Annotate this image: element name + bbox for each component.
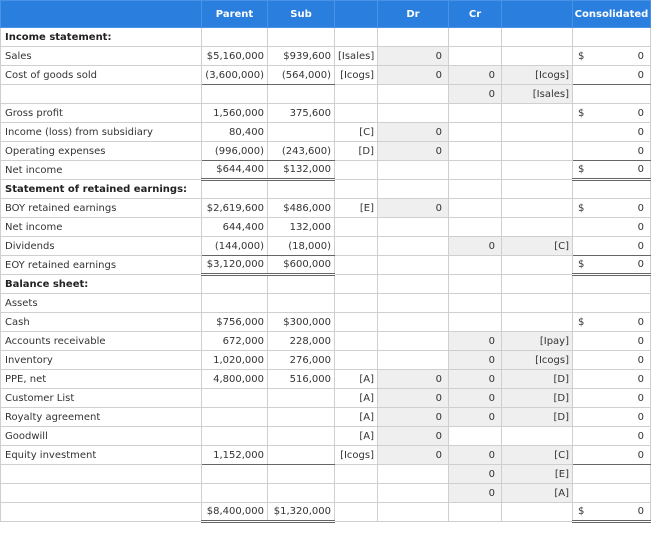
- consolidated-value[interactable]: [573, 351, 651, 370]
- cr-entry-tag: [D]: [502, 370, 573, 389]
- cr-input: [449, 142, 502, 161]
- sub-value: 516,000: [268, 370, 335, 389]
- sub-value: $939,600: [268, 47, 335, 66]
- consolidated-amount: 0: [637, 164, 644, 175]
- cr-input: [449, 123, 502, 142]
- entry-tag: [E]: [335, 199, 378, 218]
- empty-cell: [449, 275, 502, 294]
- dr-input: [378, 332, 449, 351]
- empty-cell: [268, 275, 335, 294]
- consolidated-value: [573, 484, 651, 503]
- cr-entry-tag: [502, 256, 573, 275]
- row-label: [1, 85, 202, 104]
- entry-tag: [A]: [335, 370, 378, 389]
- consolidated-value: [573, 294, 651, 313]
- row-label: Gross profit: [1, 104, 202, 123]
- entry-tag: [335, 294, 378, 313]
- dr-input: [378, 218, 449, 237]
- sub-value: [268, 408, 335, 427]
- parent-value: 644,400: [202, 218, 268, 237]
- sub-value: $486,000: [268, 199, 335, 218]
- empty-cell: [202, 28, 268, 47]
- sub-value: [268, 389, 335, 408]
- table-row: [1, 313, 651, 332]
- table-row: [1, 218, 651, 237]
- consolidated-value[interactable]: [573, 66, 651, 85]
- cr-entry-tag: [502, 199, 573, 218]
- entry-tag: [335, 218, 378, 237]
- entry-tag: [335, 465, 378, 484]
- header-cr: Cr: [449, 1, 502, 28]
- row-label: Goodwill: [1, 427, 202, 446]
- dr-input: [378, 237, 449, 256]
- consolidated-value[interactable]: [573, 104, 651, 123]
- sub-value: [268, 85, 335, 104]
- consolidated-amount: 0: [637, 126, 644, 138]
- consolidated-value[interactable]: [573, 332, 651, 351]
- consolidated-value[interactable]: [573, 47, 651, 66]
- cr-input: [449, 427, 502, 446]
- entry-tag: [D]: [335, 142, 378, 161]
- header-parent: Parent: [202, 1, 268, 28]
- header-row: [1, 1, 651, 28]
- cr-input: [449, 503, 502, 522]
- empty-cell: [449, 28, 502, 47]
- consolidated-value: [573, 465, 651, 484]
- row-label: [1, 465, 202, 484]
- cr-entry-tag: [502, 142, 573, 161]
- consolidated-amount: 0: [637, 145, 644, 157]
- parent-value: 672,000: [202, 332, 268, 351]
- sub-value: [268, 465, 335, 484]
- row-label: Assets: [1, 294, 202, 313]
- parent-value: [202, 427, 268, 446]
- dollar-sign: $: [578, 506, 585, 517]
- entry-tag: [C]: [335, 123, 378, 142]
- cr-entry-tag: [502, 47, 573, 66]
- row-label: Net income: [1, 161, 202, 180]
- sub-value: $600,000: [268, 256, 335, 275]
- sub-value: 375,600: [268, 104, 335, 123]
- dr-input: [378, 465, 449, 484]
- row-label: Customer List: [1, 389, 202, 408]
- dr-input[interactable]: 0: [378, 408, 449, 427]
- parent-value: $2,619,600: [202, 199, 268, 218]
- cr-entry-tag: [Icogs]: [502, 351, 573, 370]
- entry-tag: [335, 161, 378, 180]
- sub-value: 276,000: [268, 351, 335, 370]
- sub-value: $1,320,000: [268, 503, 335, 522]
- dr-input[interactable]: 0: [378, 199, 449, 218]
- consolidated-amount: 0: [637, 373, 644, 385]
- dr-input: [378, 313, 449, 332]
- consolidated-amount: 0: [637, 392, 644, 404]
- table-row: [1, 465, 651, 484]
- row-label: Cash: [1, 313, 202, 332]
- dr-input: [378, 104, 449, 123]
- consolidated-value[interactable]: [573, 237, 651, 256]
- sub-value: [268, 123, 335, 142]
- parent-value: 1,560,000: [202, 104, 268, 123]
- dr-input: [378, 351, 449, 370]
- table-row: [1, 199, 651, 218]
- header-dr: Dr: [378, 1, 449, 28]
- cr-input: [449, 104, 502, 123]
- consolidated-value[interactable]: [573, 256, 651, 275]
- consolidated-value[interactable]: [573, 389, 651, 408]
- cr-input: [449, 313, 502, 332]
- table-row: [1, 332, 651, 351]
- row-label: PPE, net: [1, 370, 202, 389]
- dr-input[interactable]: 0: [378, 370, 449, 389]
- cr-input[interactable]: 0: [449, 408, 502, 427]
- cr-entry-tag: [Isales]: [502, 85, 573, 104]
- consolidated-value: [573, 85, 651, 104]
- cr-entry-tag: [502, 294, 573, 313]
- dollar-sign: $: [578, 202, 585, 214]
- entry-tag: [Isales]: [335, 47, 378, 66]
- row-label: Accounts receivable: [1, 332, 202, 351]
- section-heading: Statement of retained earnings:: [1, 180, 202, 199]
- sub-value: $300,000: [268, 313, 335, 332]
- table-row: [1, 104, 651, 123]
- entry-tag: [A]: [335, 389, 378, 408]
- table-row: [1, 256, 651, 275]
- empty-cell: [268, 180, 335, 199]
- cr-input[interactable]: 0: [449, 465, 502, 484]
- table-row: [1, 351, 651, 370]
- parent-value: $756,000: [202, 313, 268, 332]
- table-row: [1, 161, 651, 180]
- consolidated-value[interactable]: [573, 313, 651, 332]
- row-label: Operating expenses: [1, 142, 202, 161]
- dollar-sign: $: [578, 316, 585, 328]
- entry-tag: [335, 256, 378, 275]
- cr-input: [449, 47, 502, 66]
- consolidated-amount: 0: [637, 202, 644, 214]
- empty-cell: [449, 180, 502, 199]
- cr-input: [449, 256, 502, 275]
- dr-input[interactable]: 0: [378, 123, 449, 142]
- parent-value: $8,400,000: [202, 503, 268, 522]
- cr-input[interactable]: 0: [449, 389, 502, 408]
- consolidated-value[interactable]: [573, 142, 651, 161]
- cr-entry-tag: [D]: [502, 389, 573, 408]
- table-row: [1, 47, 651, 66]
- cr-entry-tag: [502, 427, 573, 446]
- consolidated-amount: 0: [637, 411, 644, 423]
- row-label: BOY retained earnings: [1, 199, 202, 218]
- entry-tag: [335, 503, 378, 522]
- row-label: [1, 503, 202, 522]
- cr-input[interactable]: 0: [449, 332, 502, 351]
- cr-entry-tag: [502, 104, 573, 123]
- empty-cell: [378, 275, 449, 294]
- cr-entry-tag: [Icogs]: [502, 66, 573, 85]
- cr-entry-tag: [502, 503, 573, 522]
- parent-value: (996,000): [202, 142, 268, 161]
- header-crtag: [502, 1, 573, 28]
- parent-value: (144,000): [202, 237, 268, 256]
- parent-value: [202, 389, 268, 408]
- parent-value: 1,152,000: [202, 446, 268, 465]
- consolidated-amount: 0: [637, 430, 644, 442]
- sub-value: (243,600): [268, 142, 335, 161]
- empty-cell: [268, 28, 335, 47]
- sub-value: (18,000): [268, 237, 335, 256]
- table-row: [1, 85, 651, 104]
- sub-value: 132,000: [268, 218, 335, 237]
- dr-input[interactable]: 0: [378, 47, 449, 66]
- row-label: Net income: [1, 218, 202, 237]
- table-row: [1, 389, 651, 408]
- dr-input: [378, 85, 449, 104]
- dr-input: [378, 161, 449, 180]
- parent-value: [202, 484, 268, 503]
- consolidated-amount: 0: [637, 240, 644, 252]
- row-label: Royalty agreement: [1, 408, 202, 427]
- dollar-sign: $: [578, 107, 585, 119]
- empty-cell: [502, 28, 573, 47]
- row-label: EOY retained earnings: [1, 256, 202, 275]
- dr-input[interactable]: 0: [378, 142, 449, 161]
- cr-entry-tag: [A]: [502, 484, 573, 503]
- dollar-sign: $: [578, 164, 585, 175]
- dollar-sign: $: [578, 259, 585, 270]
- header-sub: Sub: [268, 1, 335, 28]
- entry-tag: [335, 332, 378, 351]
- entry-tag: [Icogs]: [335, 66, 378, 85]
- cr-entry-tag: [502, 218, 573, 237]
- table-row: [1, 503, 651, 522]
- cr-input: [449, 294, 502, 313]
- empty-cell: [573, 28, 651, 47]
- cr-entry-tag: [D]: [502, 408, 573, 427]
- table-row: [1, 180, 651, 199]
- cr-input: [449, 161, 502, 180]
- section-heading: Income statement:: [1, 28, 202, 47]
- entry-tag: [335, 351, 378, 370]
- table-row: [1, 237, 651, 256]
- dr-input[interactable]: 0: [378, 66, 449, 85]
- consolidated-value[interactable]: [573, 427, 651, 446]
- section-heading: Balance sheet:: [1, 275, 202, 294]
- row-label: [1, 484, 202, 503]
- parent-value: 1,020,000: [202, 351, 268, 370]
- consolidated-amount: 0: [637, 107, 644, 119]
- cr-input[interactable]: 0: [449, 484, 502, 503]
- parent-value: [202, 465, 268, 484]
- cr-entry-tag: [C]: [502, 237, 573, 256]
- parent-value: 4,800,000: [202, 370, 268, 389]
- sub-value: [268, 446, 335, 465]
- table-row: [1, 370, 651, 389]
- row-label: Dividends: [1, 237, 202, 256]
- header-consolidated: Consolidated: [573, 1, 651, 28]
- consolidated-amount: 0: [637, 69, 644, 81]
- cr-input[interactable]: 0: [449, 370, 502, 389]
- entry-tag: [Icogs]: [335, 446, 378, 465]
- sub-value: (564,000): [268, 66, 335, 85]
- cr-input[interactable]: 0: [449, 351, 502, 370]
- cr-entry-tag: [Ipay]: [502, 332, 573, 351]
- cr-entry-tag: [E]: [502, 465, 573, 484]
- entry-tag: [A]: [335, 408, 378, 427]
- cr-entry-tag: [502, 161, 573, 180]
- consolidated-amount: 0: [637, 335, 644, 347]
- row-label: Cost of goods sold: [1, 66, 202, 85]
- empty-cell: [378, 28, 449, 47]
- entry-tag: [335, 484, 378, 503]
- parent-value: $5,160,000: [202, 47, 268, 66]
- dr-input[interactable]: 0: [378, 389, 449, 408]
- empty-cell: [378, 180, 449, 199]
- parent-value: $644,400: [202, 161, 268, 180]
- consolidated-amount: 0: [637, 259, 644, 270]
- row-label: Sales: [1, 47, 202, 66]
- dollar-sign: $: [578, 50, 585, 62]
- table-row: [1, 28, 651, 47]
- entry-tag: [335, 313, 378, 332]
- dr-input[interactable]: 0: [378, 446, 449, 465]
- parent-value: (3,600,000): [202, 66, 268, 85]
- cr-input: [449, 199, 502, 218]
- table-row: [1, 427, 651, 446]
- entry-tag: [335, 104, 378, 123]
- row-label: Inventory: [1, 351, 202, 370]
- consolidated-amount: 0: [637, 50, 644, 62]
- parent-value: [202, 408, 268, 427]
- consolidated-amount: 0: [637, 354, 644, 366]
- header-label: [1, 1, 202, 28]
- cr-input[interactable]: 0: [449, 237, 502, 256]
- table-row: [1, 123, 651, 142]
- table-row: [1, 484, 651, 503]
- empty-cell: [335, 180, 378, 199]
- sub-value: $132,000: [268, 161, 335, 180]
- table-row: [1, 275, 651, 294]
- sub-value: [268, 294, 335, 313]
- consolidated-value[interactable]: [573, 123, 651, 142]
- sub-value: [268, 484, 335, 503]
- cr-entry-tag: [502, 123, 573, 142]
- consolidated-value[interactable]: [573, 408, 651, 427]
- dr-input: [378, 484, 449, 503]
- entry-tag: [335, 237, 378, 256]
- consolidated-amount: 0: [637, 316, 644, 328]
- empty-cell: [573, 180, 651, 199]
- consolidated-value[interactable]: [573, 199, 651, 218]
- consolidated-value[interactable]: [573, 370, 651, 389]
- consolidated-amount: 0: [637, 506, 644, 517]
- empty-cell: [573, 275, 651, 294]
- cr-entry-tag: [C]: [502, 446, 573, 465]
- table-row: [1, 66, 651, 85]
- row-label: Equity investment: [1, 446, 202, 465]
- cr-input: [449, 218, 502, 237]
- consolidated-value[interactable]: [573, 503, 651, 522]
- dr-input: [378, 256, 449, 275]
- parent-value: $3,120,000: [202, 256, 268, 275]
- entry-tag: [335, 85, 378, 104]
- consolidated-value[interactable]: [573, 161, 651, 180]
- table-row: [1, 294, 651, 313]
- empty-cell: [335, 275, 378, 294]
- sub-value: [268, 427, 335, 446]
- consolidated-value[interactable]: [573, 446, 651, 465]
- entry-tag: [A]: [335, 427, 378, 446]
- cr-input[interactable]: 0: [449, 66, 502, 85]
- cr-entry-tag: [502, 313, 573, 332]
- parent-value: 80,400: [202, 123, 268, 142]
- empty-cell: [202, 180, 268, 199]
- consolidated-amount: 0: [637, 221, 644, 233]
- table-row: [1, 142, 651, 161]
- dr-input: [378, 294, 449, 313]
- consolidated-amount: 0: [637, 449, 644, 461]
- table-row: [1, 408, 651, 427]
- cr-input[interactable]: 0: [449, 85, 502, 104]
- empty-cell: [502, 275, 573, 294]
- empty-cell: [335, 28, 378, 47]
- dr-input[interactable]: 0: [378, 427, 449, 446]
- cr-input[interactable]: 0: [449, 446, 502, 465]
- parent-value: [202, 294, 268, 313]
- parent-value: [202, 85, 268, 104]
- consolidated-value[interactable]: [573, 218, 651, 237]
- empty-cell: [202, 275, 268, 294]
- dr-input: [378, 503, 449, 522]
- header-tag: [335, 1, 378, 28]
- row-label: Income (loss) from subsidiary: [1, 123, 202, 142]
- empty-cell: [502, 180, 573, 199]
- table-row: [1, 446, 651, 465]
- sub-value: 228,000: [268, 332, 335, 351]
